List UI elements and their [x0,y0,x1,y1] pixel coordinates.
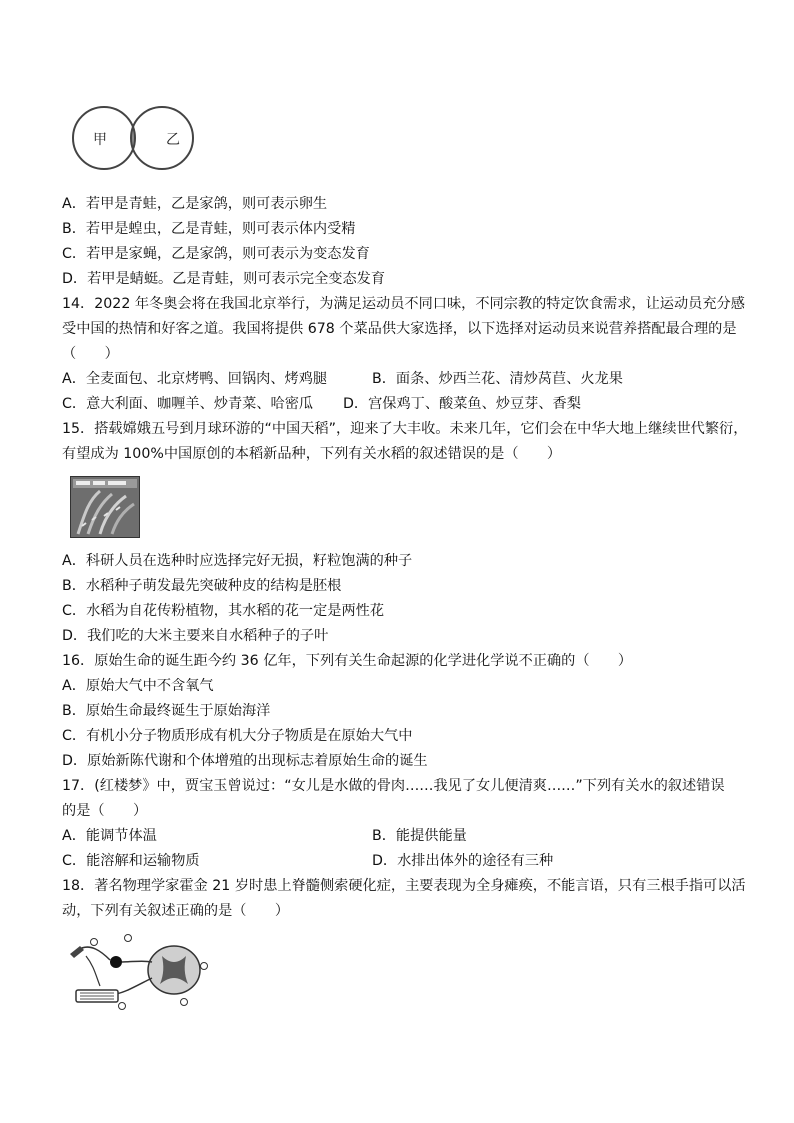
q18-stem-line-1: 18．著名物理学家霍金 21 岁时患上脊髓侧索硬化症，主要表现为全身瘫痪，不能言语，只有三根手指可以活 [62,878,746,894]
q15-option-b: B．水稻种子萌发最先突破种皮的结构是胚根 [62,578,342,594]
q15-option-d: D．我们吃的大米主要来自水稻种子的子叶 [62,628,329,644]
q16-option-d: D．原始新陈代谢和个体增殖的出现标志着原始生命的诞生 [62,753,428,769]
q17-option-c: C．能溶解和运输物质 [62,853,200,869]
q16-option-a: A．原始大气中不含氧气 [62,678,214,694]
ganglion [110,956,122,968]
venn-diagram [70,104,198,174]
q15-option-a: A．科研人员在选种时应选择完好无损，籽粒饱满的种子 [62,553,413,569]
q15-stem-line-1: 15．搭载嫦娥五号到月球环游的“中国天稻”，迎来了大丰收。未来几年，它们会在中华大地上继续世代繁衍， [62,421,748,437]
venn-label-right: 乙 [166,132,180,148]
q14-option-c: C．意大利面、咖喱羊、炒青菜、哈密瓜 [62,396,314,412]
q16-option-b: B．原始生命最终诞生于原始海洋 [62,703,271,719]
q14-option-b: B．面条、炒西兰花、清炒莴苣、火龙果 [372,371,623,387]
q14-stem-line-1: 14．2022 年冬奥会将在我国北京举行，为满足运动员不同口味，不同宗教的特定饮食需求，让运动员充分感 [62,296,745,312]
q13-option-c: C．若甲是家蝇，乙是家鸽，则可表示为变态发育 [62,246,370,262]
venn-label-left: 甲 [93,132,107,148]
rice-photo [70,476,140,538]
q15-option-c: C．水稻为自花传粉植物，其水稻的花一定是两性花 [62,603,385,619]
q16-stem: 16．原始生命的诞生距今约 36 亿年，下列有关生命起源的化学进化学说不正确的（ ） [62,653,633,669]
q17-option-a: A．能调节体温 [62,828,157,844]
q14-stem-line-3: （ ） [62,346,119,362]
q14-option-d: D．宫保鸡丁、酸菜鱼、炒豆芽、香梨 [343,396,581,412]
q14-option-a: A．全麦面包、北京烤鸭、回锅肉、烤鸡腿 [62,371,328,387]
venn-circle-right [131,107,193,169]
q17-option-b: B．能提供能量 [372,828,467,844]
reflex-arc-diagram [66,932,211,1012]
q16-option-c: C．有机小分子物质形成有机大分子物质是在原始大气中 [62,728,413,744]
q18-stem-line-2: 动，下列有关叙述正确的是（ ） [62,903,290,919]
q17-stem-line-2: 的是（ ） [62,803,148,819]
q13-option-a: A．若甲是青蛙，乙是家鸽，则可表示卵生 [62,196,328,212]
q15-stem-line-2: 有望成为 100%中国原创的本稻新品种，下列有关水稻的叙述错误的是（ ） [62,446,562,462]
q17-option-d: D．水排出体外的途径有三种 [372,853,554,869]
q17-stem-line-1: 17．(红楼梦》中，贾宝玉曾说过：“女儿是水做的骨肉……我见了女儿便清爽……”下列有关水的叙述错误 [62,778,725,794]
q13-option-b: B．若甲是蝗虫，乙是青蛙，则可表示体内受精 [62,221,356,237]
q14-stem-line-2: 受中国的热情和好客之道。我国将提供 678 个菜品供大家选择，以下选择对运动员来说营养搭配最合理的是 [62,321,737,337]
q13-option-d: D．若甲是蜻蜓。乙是青蛙，则可表示完全变态发育 [62,271,386,287]
